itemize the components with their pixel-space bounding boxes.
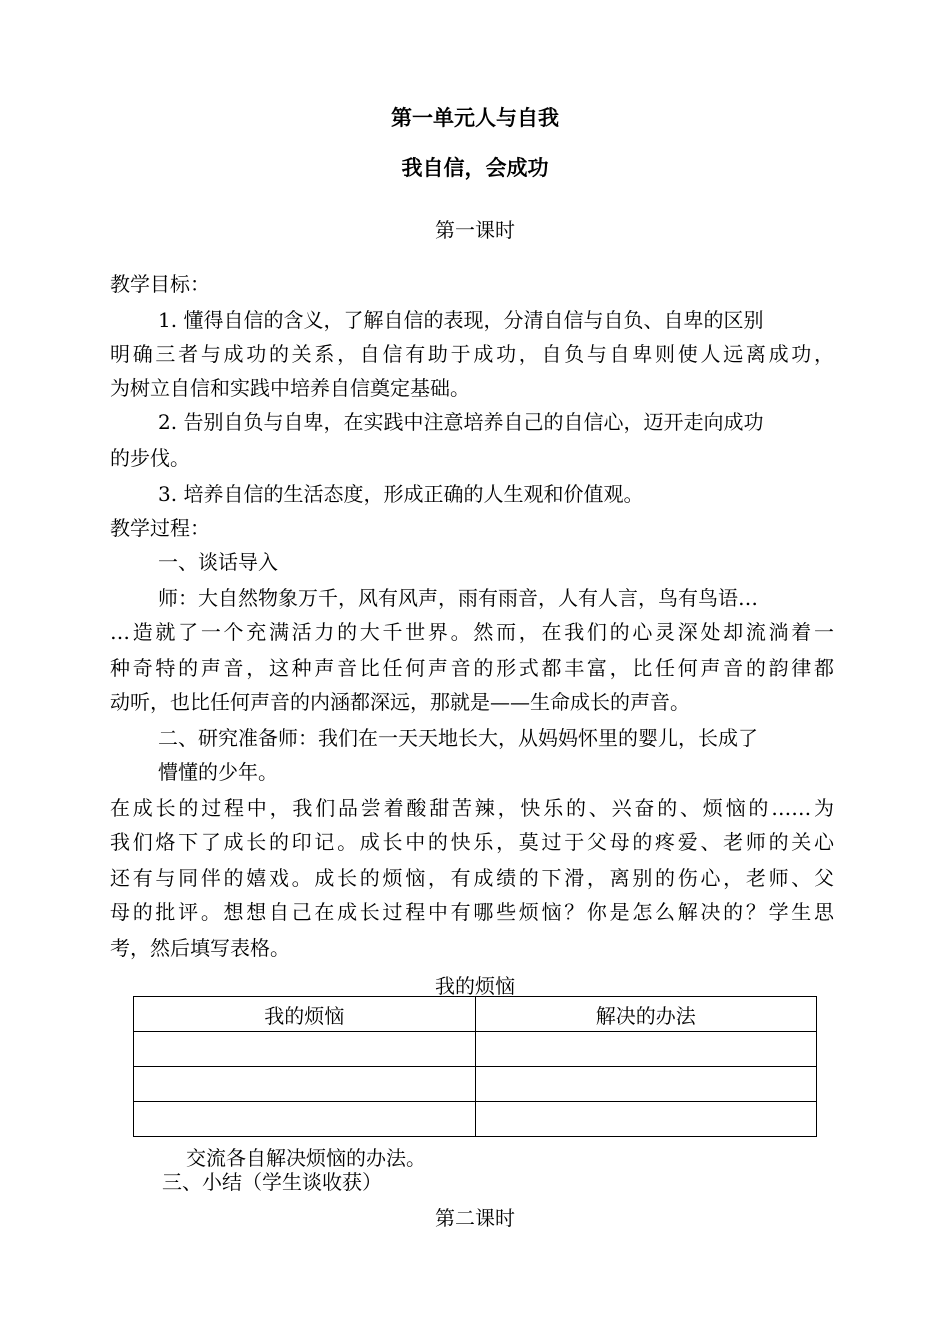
table-cell (475, 1102, 817, 1137)
unit-title: 第一单元人与自我 (391, 106, 559, 130)
section-intro-heading: 一、谈话导入 (158, 550, 278, 574)
goal-1-line: 1. 懂得自信的含义，了解自信的表现，分清自信与自负、自卑的区别 (158, 308, 764, 332)
goals-heading: 教学目标： (110, 272, 210, 296)
goal-3: 3. 培养自信的生活态度，形成正确的人生观和价值观。 (158, 482, 644, 506)
section-summary-heading: 三、小结（学生谈收获） (162, 1170, 382, 1194)
table-cell (134, 1067, 476, 1102)
table-row (134, 1032, 817, 1067)
paragraph-line: 我们烙下了成长的印记。成长中的快乐，莫过于父母的疼爱、老师的关心 (110, 830, 834, 854)
goal-1-line: 明确三者与成功的关系，自信有助于成功，自负与自卑则使人远离成功， (110, 342, 834, 366)
troubles-table (133, 996, 817, 1137)
table-header-cell: 解决的办法 (475, 997, 817, 1032)
table-header-cell: 我的烦恼 (134, 997, 476, 1032)
goal-2-line: 2. 告别自负与自卑，在实践中注意培养自己的自信心，迈开走向成功 (158, 410, 764, 434)
table-row (134, 1067, 817, 1102)
period-one-heading: 第一课时 (435, 218, 515, 242)
table-row (134, 1102, 817, 1137)
paragraph-line: 动听，也比任何声音的内涵都深远，那就是——生命成长的声音。 (110, 690, 690, 714)
period-two-heading: 第二课时 (435, 1206, 515, 1230)
paragraph-line: 母的批评。想想自己在成长过程中有哪些烦恼？你是怎么解决的？学生思 (110, 900, 834, 924)
paragraph-line: 种奇特的声音，这种声音比任何声音的形式都丰富，比任何声音的韵律都 (110, 656, 834, 680)
goal-2-line: 的步伐。 (110, 446, 190, 470)
paragraph-line: 师：大自然物象万千，风有风声，雨有雨音，人有人言，鸟有鸟语… (158, 586, 758, 610)
table-cell (475, 1032, 817, 1067)
exchange-line: 交流各自解决烦恼的办法。 (186, 1146, 426, 1170)
table-cell (134, 1032, 476, 1067)
paragraph-line: 在成长的过程中，我们品尝着酸甜苦辣，快乐的、兴奋的、烦恼的……为 (110, 796, 834, 820)
paragraph-line: 二、研究准备师：我们在一天天地长大，从妈妈怀里的婴儿，长成了 (158, 726, 758, 750)
table-cell (134, 1102, 476, 1137)
paragraph-line: 考，然后填写表格。 (110, 936, 290, 960)
table-header-row (134, 997, 817, 1032)
table-cell (475, 1067, 817, 1102)
paragraph-line: 还有与同伴的嬉戏。成长的烦恼，有成绩的下滑，离别的伤心，老师、父 (110, 866, 834, 890)
paragraph-line: 懵懂的少年。 (158, 760, 278, 784)
table-caption: 我的烦恼 (435, 974, 515, 998)
goal-1-line: 为树立自信和实践中培养自信奠定基础。 (110, 376, 470, 400)
paragraph-line: …造就了一个充满活力的大千世界。然而，在我们的心灵深处却流淌着一 (110, 620, 834, 644)
process-heading: 教学过程： (110, 516, 210, 540)
lesson-title: 我自信，会成功 (401, 156, 549, 180)
